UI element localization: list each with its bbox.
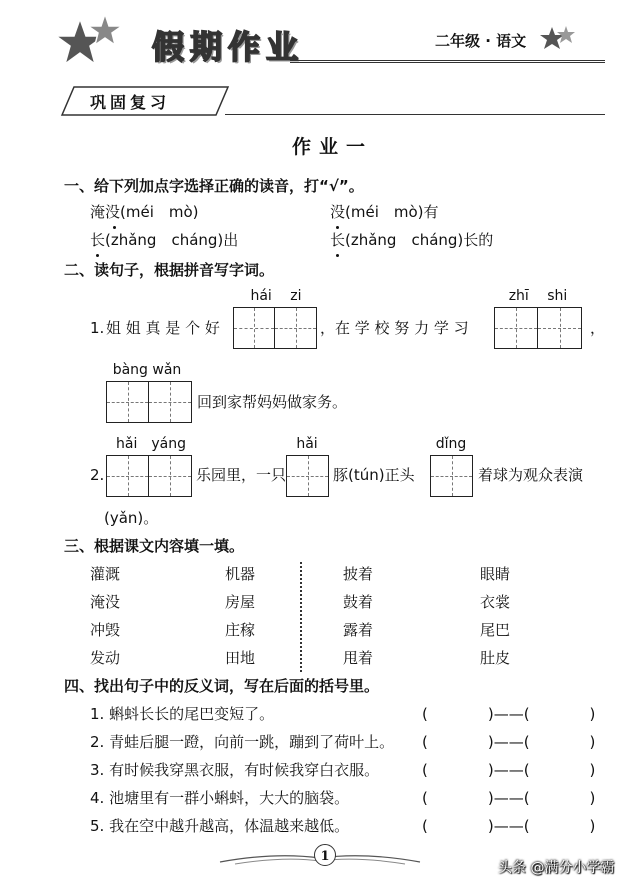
answer-blanks[interactable]: ( )——( ) — [422, 733, 596, 751]
sentence-text: (yǎn)。 — [104, 509, 159, 527]
page-number-badge — [314, 844, 336, 866]
pinyin-hint: zhī shi — [508, 288, 568, 304]
writing-grid[interactable] — [494, 307, 582, 349]
star-small-icon — [538, 24, 578, 54]
answer-blanks[interactable]: ( )——( ) — [422, 789, 596, 807]
sentence-text: 回到家帮妈妈做家务。 — [197, 393, 348, 411]
answer-blanks[interactable]: ( )——( ) — [422, 761, 596, 779]
answer-blanks[interactable]: ( )——( ) — [422, 705, 596, 723]
q4-sentence: 5. 我在空中越升越高，体温越来越低。 — [90, 817, 350, 835]
pinyin-hint: hǎi yáng — [116, 436, 186, 452]
writing-grid[interactable] — [286, 455, 329, 497]
word-item: 田地 — [225, 649, 256, 667]
writing-grid[interactable] — [430, 455, 473, 497]
grade-label: 二年级 · 语文 — [435, 32, 527, 50]
section-tab-label: 巩固复习 — [90, 93, 171, 112]
word-item: 披着 — [343, 565, 374, 583]
sentence-text: 着球为观众表演 — [478, 466, 584, 484]
q4-sentence: 2. 青蛙后腿一蹬，向前一跳，蹦到了荷叶上。 — [90, 733, 395, 751]
q3-heading: 三、根据课文内容填一填。 — [64, 537, 245, 555]
q1-item: 长(zhǎng cháng)出 — [90, 231, 239, 249]
word-item: 灌溉 — [90, 565, 121, 583]
emphasis-dot — [96, 254, 99, 257]
word-item: 尾巴 — [480, 621, 511, 639]
header-banner — [60, 20, 605, 72]
sentence-text: 姐 姐 真 是 个 好 — [106, 319, 220, 337]
writing-grid[interactable] — [106, 381, 192, 423]
q4-sentence: 1. 蝌蚪长长的尾巴变短了。 — [90, 705, 275, 723]
page-number: 1 — [320, 849, 330, 864]
sentence-text: 乐园里，一只 — [196, 466, 287, 484]
word-item: 房屋 — [225, 593, 256, 611]
word-item: 发动 — [90, 649, 121, 667]
pinyin-hint: hǎi — [296, 436, 318, 452]
emphasis-dot — [336, 226, 339, 229]
pinyin-hint: bàng wǎn — [112, 362, 182, 378]
q4-sentence: 3. 有时候我穿黑衣服，有时候我穿白衣服。 — [90, 761, 380, 779]
sentence-number: 1. — [90, 319, 105, 337]
section-tab — [60, 85, 230, 117]
word-item: 淹没 — [90, 593, 121, 611]
word-item: 肚皮 — [480, 649, 511, 667]
writing-grid[interactable] — [233, 307, 317, 349]
q4-sentence: 4. 池塘里有一群小蝌蚪，大大的脑袋。 — [90, 789, 350, 807]
writing-grid[interactable] — [106, 455, 192, 497]
q1-item: 淹没(méi mò) — [90, 203, 199, 221]
word-item: 庄稼 — [225, 621, 256, 639]
assignment-title: 作业一 — [292, 136, 374, 158]
q4-heading: 四、找出句子中的反义词，写在后面的括号里。 — [64, 677, 380, 695]
pinyin-hint: hái zi — [250, 288, 302, 304]
sentence-number: 2. — [90, 466, 105, 484]
emphasis-dot — [113, 226, 116, 229]
section-rule — [225, 114, 605, 115]
sentence-text: ，在 学 校 努 力 学 习 — [320, 319, 469, 337]
q2-heading: 二、读句子，根据拼音写字词。 — [64, 261, 275, 279]
pinyin-hint: dǐng — [435, 436, 467, 452]
word-item: 露着 — [343, 621, 374, 639]
header-title: 假期作业 — [152, 28, 305, 66]
column-divider — [300, 562, 302, 672]
watermark: 头条 @满分小学霸 — [498, 860, 615, 876]
word-item: 衣裳 — [480, 593, 511, 611]
q1-heading: 一、给下列加点字选择正确的读音，打“√”。 — [64, 177, 364, 195]
word-item: 机器 — [225, 565, 256, 583]
word-item: 鼓着 — [343, 593, 374, 611]
q1-item: 没(méi mò)有 — [330, 203, 439, 221]
star-decoration-icon — [50, 14, 130, 74]
word-item: 冲毁 — [90, 621, 121, 639]
answer-blanks[interactable]: ( )——( ) — [422, 817, 596, 835]
emphasis-dot — [336, 254, 339, 257]
sentence-text: 豚(tún)正头 — [333, 466, 415, 484]
sentence-text: ， — [590, 319, 606, 337]
q1-item: 长(zhǎng cháng)长的 — [330, 231, 494, 249]
word-item: 甩着 — [343, 649, 374, 667]
header-rule — [290, 60, 605, 63]
word-item: 眼睛 — [480, 565, 511, 583]
